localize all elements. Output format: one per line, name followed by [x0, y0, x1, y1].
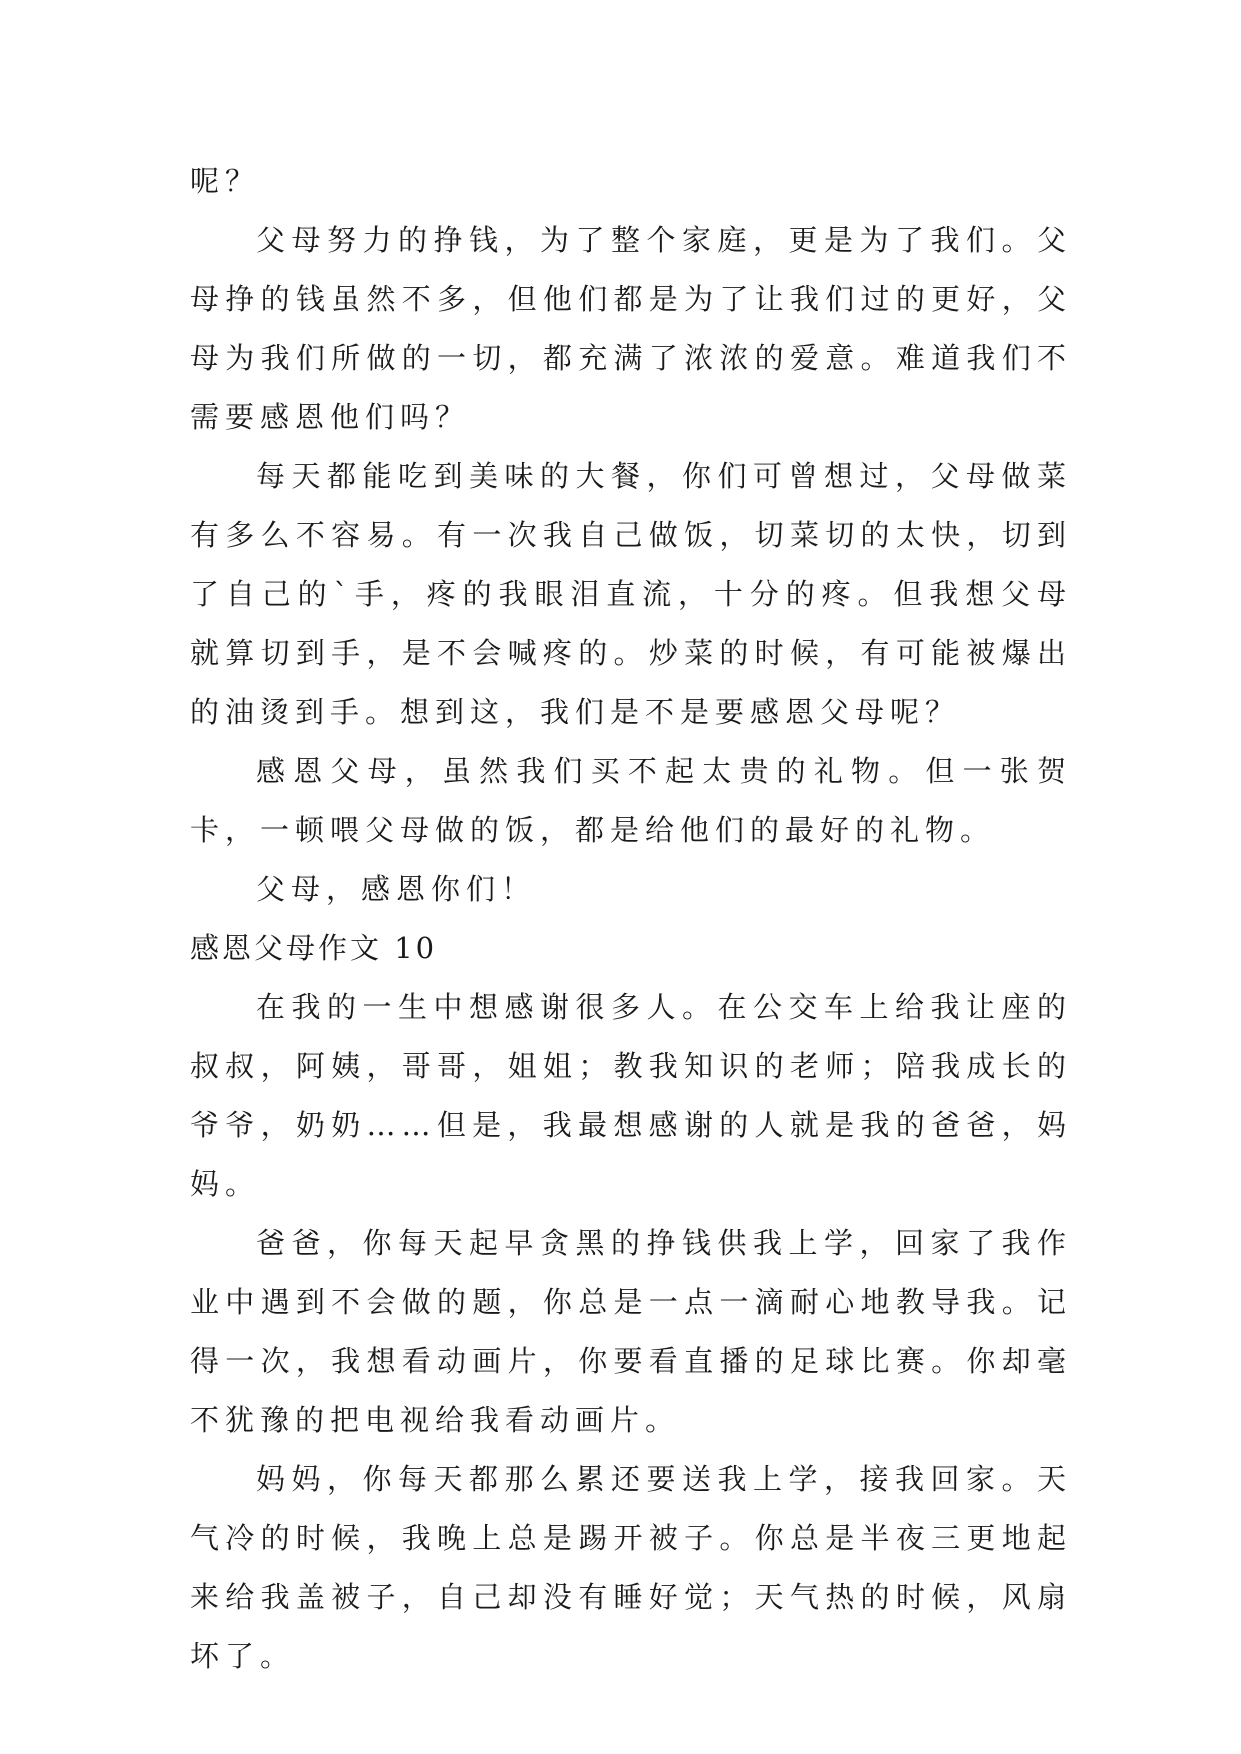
paragraph-continuation: 呢？: [190, 164, 261, 198]
paragraph: 在我的一生中想感谢很多人。在公交车上给我让座的叔叔，阿姨，哥哥，姐姐；教我知识的老师；陪我成长的爷爷，奶奶……但是，我最想感谢的人就是我的爸爸，妈妈。: [190, 990, 1072, 1201]
paragraph: 父母，感恩你们！: [256, 872, 537, 906]
paragraph: 父母努力的挣钱，为了整个家庭，更是为了我们。父母挣的钱虽然不多，但他们都是为了让我们过的更好，父母为我们所做的一切，都充满了浓浓的爱意。难道我们不需要感恩他们吗？: [190, 223, 1072, 434]
paragraph: 每天都能吃到美味的大餐，你们可曾想过，父母做菜有多么不容易。有一次我自己做饭，切菜切的太快，切到了自己的`手，疼的我眼泪直流，十分的疼。但我想父母就算切到手，是不会喊疼的。炒菜的时候，有可能被爆出的油烫到手。想到这，我们是不是要感恩父母呢？: [190, 459, 1072, 729]
paragraph: 感恩父母，虽然我们买不起太贵的礼物。但一张贺卡，一顿喂父母做的饭，都是给他们的最好的礼物。: [190, 754, 1072, 847]
section-heading: 感恩父母作文 10: [190, 931, 438, 965]
paragraph: 爸爸，你每天起早贪黑的挣钱供我上学，回家了我作业中遇到不会做的题，你总是一点一滴耐心地教导我。记得一次，我想看动画片，你要看直播的足球比赛。你却毫不犹豫的把电视给我看动画片。: [190, 1226, 1072, 1437]
paragraph: 妈妈，你每天都那么累还要送我上学，接我回家。天气冷的时候，我晚上总是踢开被子。你总是半夜三更地起来给我盖被子，自己却没有睡好觉；天气热的时候，风扇坏了。: [190, 1462, 1072, 1673]
document-body: [190, 152, 1072, 1686]
